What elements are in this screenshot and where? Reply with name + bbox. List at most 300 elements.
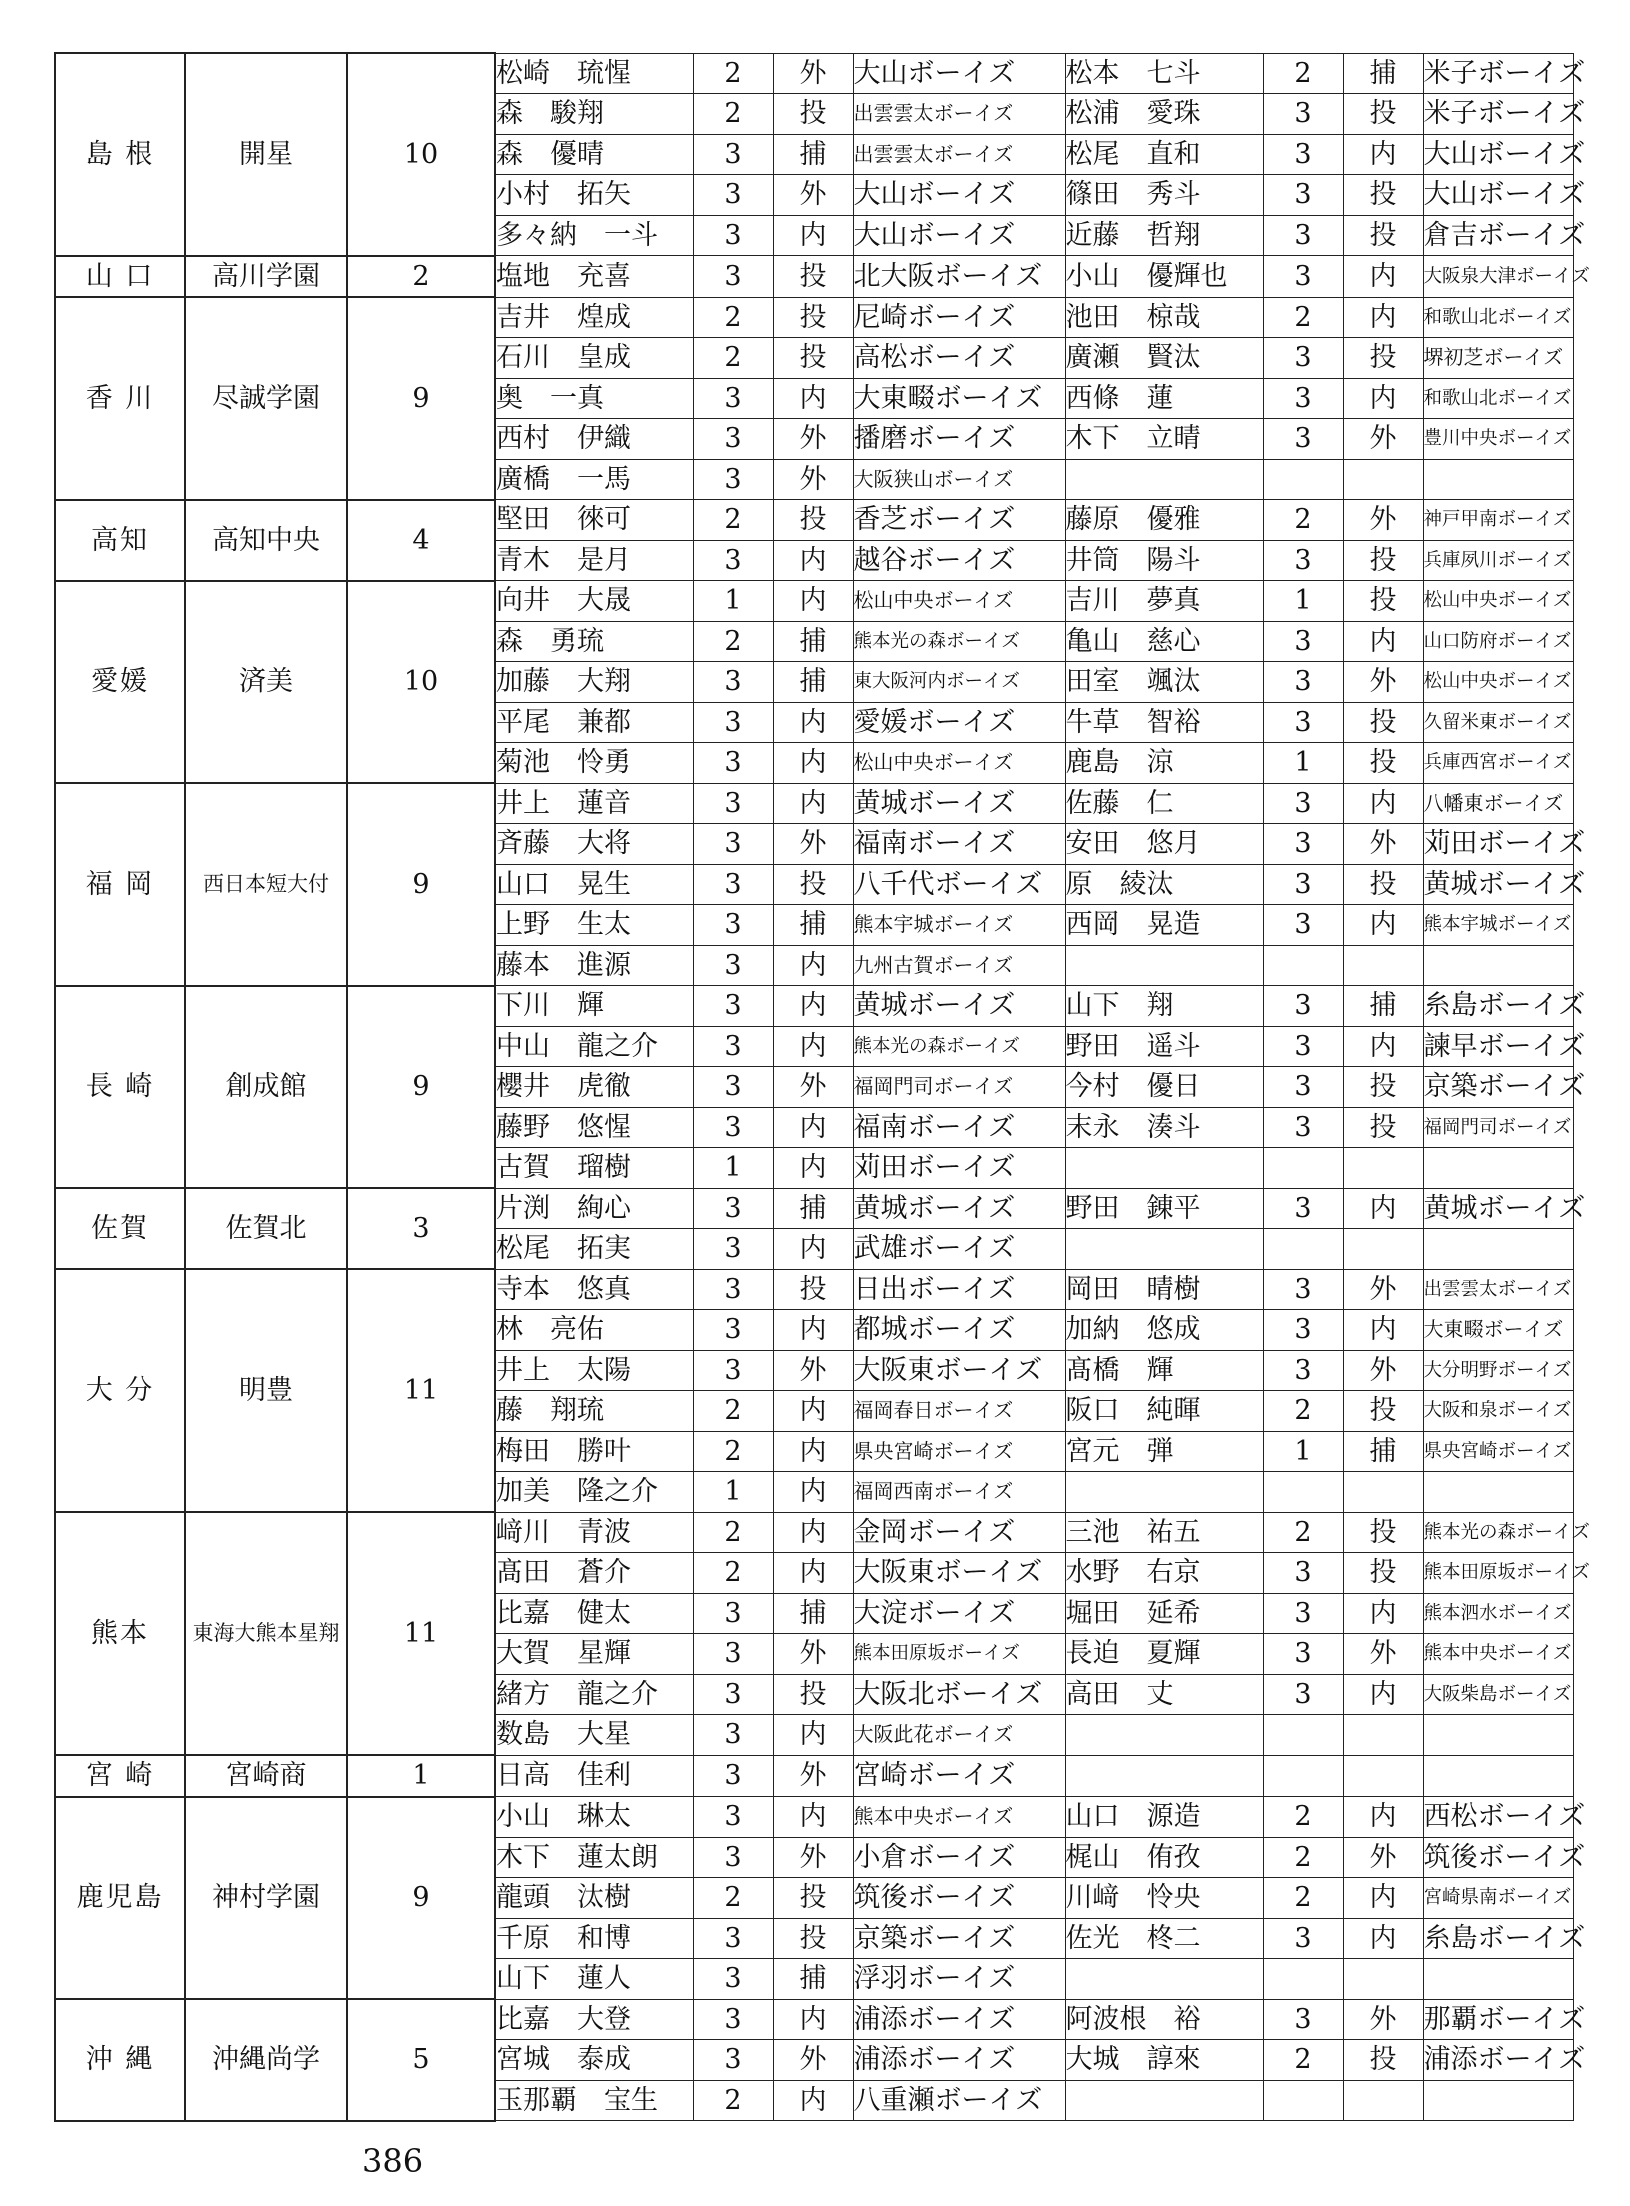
player-name-cell: 小村 拓矢: [495, 175, 693, 216]
player-position-cell: 内: [773, 1999, 853, 2040]
player-position-cell: 内: [1343, 621, 1423, 662]
player-position-cell: 内: [773, 1431, 853, 1472]
player-position-cell: 投: [1343, 2040, 1423, 2081]
school-cell: 東海大熊本星翔: [185, 1512, 347, 1755]
player-count-cell: 9: [347, 986, 495, 1189]
former-team-cell: 東大阪河内ボーイズ: [853, 662, 1065, 703]
player-grade-cell: 3: [693, 1107, 773, 1148]
player-name-cell: 髙田 蒼介: [495, 1553, 693, 1594]
player-name-cell: 山下 翔: [1065, 986, 1263, 1027]
player-grade-cell: 1: [693, 581, 773, 622]
player-grade-cell: 3: [1263, 175, 1343, 216]
former-team-cell: 那覇ボーイズ: [1423, 1999, 1573, 2040]
table-row: [55, 783, 1573, 824]
former-team-cell: 都城ボーイズ: [853, 1310, 1065, 1351]
player-position-cell: 投: [1343, 581, 1423, 622]
player-position-cell: 投: [773, 297, 853, 338]
player-grade-cell: 3: [1263, 1310, 1343, 1351]
player-name-cell: 髙橋 輝: [1065, 1350, 1263, 1391]
player-position-cell: 外: [773, 459, 853, 500]
table-row: [55, 1512, 1573, 1553]
player-position-cell: 内: [773, 1229, 853, 1270]
player-count-cell: 1: [347, 1755, 495, 1797]
player-position-cell: 投: [773, 1878, 853, 1919]
former-team-cell: 和歌山北ボーイズ: [1423, 378, 1573, 419]
player-name-cell: 廣橋 一馬: [495, 459, 693, 500]
player-position-cell: 投: [773, 94, 853, 135]
player-grade-cell: 3: [693, 540, 773, 581]
former-team-cell: 大山ボーイズ: [853, 175, 1065, 216]
former-team-cell: 黄城ボーイズ: [853, 1188, 1065, 1229]
player-name-cell: 加藤 大翔: [495, 662, 693, 703]
former-team-cell: 松山中央ボーイズ: [1423, 662, 1573, 703]
player-position-cell: 外: [1343, 824, 1423, 865]
player-grade-cell: 3: [693, 1067, 773, 1108]
player-position-cell: 外: [773, 53, 853, 94]
former-team-cell: 和歌山北ボーイズ: [1423, 297, 1573, 338]
player-position-cell: 投: [773, 256, 853, 298]
player-position-cell: 内: [1343, 297, 1423, 338]
player-grade-cell: 2: [1263, 1878, 1343, 1919]
player-grade-cell: 2: [693, 53, 773, 94]
player-grade-cell: 2: [693, 94, 773, 135]
former-team-cell: 熊本光の森ボーイズ: [853, 621, 1065, 662]
player-name-cell: 松崎 琉惺: [495, 53, 693, 94]
player-grade-cell: 2: [693, 297, 773, 338]
former-team-cell: 福南ボーイズ: [853, 1107, 1065, 1148]
player-grade-cell: 3: [693, 1959, 773, 2000]
former-team-cell: [1423, 459, 1573, 500]
player-position-cell: 投: [773, 1674, 853, 1715]
prefecture-cell: 福 岡: [55, 783, 185, 986]
player-name-cell: 岡田 晴樹: [1065, 1269, 1263, 1310]
player-position-cell: 内: [1343, 1674, 1423, 1715]
player-position-cell: 投: [1343, 94, 1423, 135]
former-team-cell: 八重瀬ボーイズ: [853, 2080, 1065, 2121]
player-position-cell: 外: [773, 1634, 853, 1675]
player-grade-cell: 3: [1263, 1999, 1343, 2040]
prefecture-cell: 熊本: [55, 1512, 185, 1755]
player-position-cell: 捕: [773, 621, 853, 662]
former-team-cell: 武雄ボーイズ: [853, 1229, 1065, 1270]
former-team-cell: 京築ボーイズ: [853, 1918, 1065, 1959]
former-team-cell: [1423, 1148, 1573, 1189]
player-grade-cell: 2: [1263, 297, 1343, 338]
player-grade-cell: 3: [1263, 540, 1343, 581]
player-grade-cell: 3: [693, 1837, 773, 1878]
former-team-cell: 大阪北ボーイズ: [853, 1674, 1065, 1715]
player-grade-cell: 2: [1263, 500, 1343, 541]
player-grade-cell: [1263, 459, 1343, 500]
player-grade-cell: 3: [1263, 662, 1343, 703]
player-position-cell: 投: [773, 338, 853, 379]
player-name-cell: 﨑川 青波: [495, 1512, 693, 1553]
former-team-cell: 宮崎県南ボーイズ: [1423, 1878, 1573, 1919]
player-grade-cell: 3: [1263, 1634, 1343, 1675]
player-grade-cell: 2: [693, 2080, 773, 2121]
player-count-cell: 4: [347, 500, 495, 581]
former-team-cell: 大山ボーイズ: [1423, 175, 1573, 216]
former-team-cell: 大淀ボーイズ: [853, 1593, 1065, 1634]
player-name-cell: 緒方 龍之介: [495, 1674, 693, 1715]
player-name-cell: 櫻井 虎徹: [495, 1067, 693, 1108]
former-team-cell: [1423, 945, 1573, 986]
player-position-cell: 捕: [1343, 1431, 1423, 1472]
player-position-cell: 内: [773, 1797, 853, 1838]
player-name-cell: 原 綾汰: [1065, 864, 1263, 905]
prefecture-cell: 沖 縄: [55, 1999, 185, 2121]
former-team-cell: 諫早ボーイズ: [1423, 1026, 1573, 1067]
player-grade-cell: 3: [693, 945, 773, 986]
player-name-cell: 末永 湊斗: [1065, 1107, 1263, 1148]
player-name-cell: 野田 錬平: [1065, 1188, 1263, 1229]
prefecture-cell: 宮 崎: [55, 1755, 185, 1797]
player-grade-cell: 3: [693, 1797, 773, 1838]
player-grade-cell: 3: [693, 1674, 773, 1715]
player-grade-cell: 3: [1263, 783, 1343, 824]
former-team-cell: 黄城ボーイズ: [1423, 864, 1573, 905]
roster-table: [54, 52, 1590, 2122]
player-grade-cell: 3: [693, 1715, 773, 1756]
former-team-cell: [1423, 1959, 1573, 2000]
former-team-cell: 筑後ボーイズ: [853, 1878, 1065, 1919]
player-grade-cell: 3: [1263, 338, 1343, 379]
player-name-cell: [1065, 1959, 1263, 2000]
page-number: 386: [362, 2142, 424, 2180]
player-position-cell: 外: [773, 1350, 853, 1391]
player-grade-cell: 3: [1263, 905, 1343, 946]
former-team-cell: 熊本光の森ボーイズ: [853, 1026, 1065, 1067]
former-team-cell: 西松ボーイズ: [1423, 1797, 1573, 1838]
table-row: [55, 1269, 1573, 1310]
player-grade-cell: 3: [1263, 215, 1343, 256]
player-grade-cell: 3: [1263, 378, 1343, 419]
former-team-cell: 八千代ボーイズ: [853, 864, 1065, 905]
former-team-cell: 北大阪ボーイズ: [853, 256, 1065, 298]
player-grade-cell: 3: [1263, 986, 1343, 1027]
former-team-cell: [1423, 1715, 1573, 1756]
school-cell: 佐賀北: [185, 1188, 347, 1269]
player-position-cell: 投: [1343, 215, 1423, 256]
player-name-cell: 鹿島 涼: [1065, 743, 1263, 784]
school-cell: 済美: [185, 581, 347, 784]
player-name-cell: 奥 一真: [495, 378, 693, 419]
player-grade-cell: [1263, 945, 1343, 986]
former-team-cell: [1423, 1755, 1573, 1797]
player-grade-cell: [1263, 1148, 1343, 1189]
player-name-cell: 木下 立晴: [1065, 419, 1263, 460]
player-name-cell: 長迫 夏輝: [1065, 1634, 1263, 1675]
table-row: [55, 500, 1573, 541]
player-count-cell: 9: [347, 297, 495, 500]
player-position-cell: 内: [773, 215, 853, 256]
player-grade-cell: 2: [693, 1431, 773, 1472]
former-team-cell: 松山中央ボーイズ: [1423, 581, 1573, 622]
player-grade-cell: [1263, 1715, 1343, 1756]
former-team-cell: 熊本宇城ボーイズ: [1423, 905, 1573, 946]
player-position-cell: 内: [1343, 1878, 1423, 1919]
former-team-cell: 黄城ボーイズ: [1423, 1188, 1573, 1229]
former-team-cell: 大山ボーイズ: [1423, 134, 1573, 175]
player-name-cell: 向井 大晟: [495, 581, 693, 622]
player-grade-cell: 3: [693, 1634, 773, 1675]
player-grade-cell: 3: [1263, 1107, 1343, 1148]
former-team-cell: 倉吉ボーイズ: [1423, 215, 1573, 256]
former-team-cell: 糸島ボーイズ: [1423, 1918, 1573, 1959]
prefecture-cell: 島 根: [55, 53, 185, 256]
player-name-cell: [1065, 1148, 1263, 1189]
player-grade-cell: 3: [1263, 702, 1343, 743]
player-position-cell: 捕: [773, 134, 853, 175]
player-name-cell: 近藤 哲翔: [1065, 215, 1263, 256]
former-team-cell: 熊本田原坂ボーイズ: [853, 1634, 1065, 1675]
player-name-cell: 梅田 勝叶: [495, 1431, 693, 1472]
former-team-cell: 大阪和泉ボーイズ: [1423, 1391, 1573, 1432]
player-position-cell: 内: [1343, 134, 1423, 175]
player-position-cell: 投: [1343, 540, 1423, 581]
player-position-cell: 内: [1343, 378, 1423, 419]
player-position-cell: [1343, 2080, 1423, 2121]
former-team-cell: 大阪狭山ボーイズ: [853, 459, 1065, 500]
prefecture-cell: 長 崎: [55, 986, 185, 1189]
player-name-cell: 西條 蓮: [1065, 378, 1263, 419]
table-row: [55, 256, 1573, 298]
player-name-cell: 山下 蓮人: [495, 1959, 693, 2000]
player-position-cell: 内: [1343, 1026, 1423, 1067]
player-grade-cell: 3: [693, 743, 773, 784]
school-cell: 開星: [185, 53, 347, 256]
player-position-cell: 内: [773, 581, 853, 622]
player-name-cell: 篠田 秀斗: [1065, 175, 1263, 216]
player-name-cell: 古賀 瑠樹: [495, 1148, 693, 1189]
former-team-cell: 宮崎ボーイズ: [853, 1755, 1065, 1797]
player-position-cell: [1343, 1715, 1423, 1756]
player-grade-cell: 3: [693, 864, 773, 905]
player-position-cell: 内: [773, 1107, 853, 1148]
player-grade-cell: 3: [1263, 419, 1343, 460]
player-grade-cell: 3: [1263, 1269, 1343, 1310]
former-team-cell: 愛媛ボーイズ: [853, 702, 1065, 743]
player-name-cell: 佐光 柊二: [1065, 1918, 1263, 1959]
player-position-cell: 外: [773, 419, 853, 460]
table-row: [55, 53, 1573, 94]
player-position-cell: 外: [1343, 1999, 1423, 2040]
table-row: [55, 1797, 1573, 1838]
player-name-cell: 阿波根 裕: [1065, 1999, 1263, 2040]
player-position-cell: 捕: [773, 1959, 853, 2000]
player-name-cell: 廣瀬 賢汰: [1065, 338, 1263, 379]
former-team-cell: 堺初芝ボーイズ: [1423, 338, 1573, 379]
former-team-cell: 出雲雲太ボーイズ: [853, 94, 1065, 135]
player-name-cell: 寺本 悠真: [495, 1269, 693, 1310]
player-name-cell: 比嘉 大登: [495, 1999, 693, 2040]
player-grade-cell: 3: [693, 2040, 773, 2081]
player-grade-cell: 3: [693, 1188, 773, 1229]
player-name-cell: 木下 蓮太朗: [495, 1837, 693, 1878]
player-position-cell: 投: [773, 1918, 853, 1959]
player-grade-cell: 2: [693, 1512, 773, 1553]
former-team-cell: 熊本中央ボーイズ: [853, 1797, 1065, 1838]
former-team-cell: 県央宮崎ボーイズ: [1423, 1431, 1573, 1472]
table-row: [55, 297, 1573, 338]
player-name-cell: [1065, 1472, 1263, 1513]
player-position-cell: 内: [773, 1026, 853, 1067]
player-name-cell: 藤原 優雅: [1065, 500, 1263, 541]
player-name-cell: 片渕 絢心: [495, 1188, 693, 1229]
player-grade-cell: 2: [693, 1553, 773, 1594]
player-grade-cell: 3: [693, 1593, 773, 1634]
player-position-cell: 投: [1343, 338, 1423, 379]
player-name-cell: 藤 翔琉: [495, 1391, 693, 1432]
player-name-cell: 大城 諄來: [1065, 2040, 1263, 2081]
former-team-cell: 福岡春日ボーイズ: [853, 1391, 1065, 1432]
former-team-cell: 大山ボーイズ: [853, 53, 1065, 94]
player-grade-cell: 1: [693, 1148, 773, 1189]
player-name-cell: 井上 太陽: [495, 1350, 693, 1391]
player-position-cell: 捕: [773, 1188, 853, 1229]
player-grade-cell: 3: [693, 1755, 773, 1797]
former-team-cell: 神戸甲南ボーイズ: [1423, 500, 1573, 541]
former-team-cell: 香芝ボーイズ: [853, 500, 1065, 541]
prefecture-cell: 香 川: [55, 297, 185, 500]
prefecture-cell: 愛媛: [55, 581, 185, 784]
player-grade-cell: [1263, 2080, 1343, 2121]
former-team-cell: 大分明野ボーイズ: [1423, 1350, 1573, 1391]
player-position-cell: 内: [773, 1148, 853, 1189]
player-position-cell: 外: [1343, 1837, 1423, 1878]
player-grade-cell: 3: [1263, 1026, 1343, 1067]
player-grade-cell: 2: [1263, 2040, 1343, 2081]
former-team-cell: 山口防府ボーイズ: [1423, 621, 1573, 662]
player-name-cell: 吉井 煌成: [495, 297, 693, 338]
player-position-cell: 投: [1343, 1391, 1423, 1432]
player-grade-cell: 3: [1263, 1553, 1343, 1594]
player-position-cell: 内: [773, 702, 853, 743]
school-cell: 沖縄尚学: [185, 1999, 347, 2121]
player-name-cell: 安田 悠月: [1065, 824, 1263, 865]
player-position-cell: 内: [1343, 256, 1423, 298]
player-grade-cell: 3: [693, 783, 773, 824]
player-grade-cell: 2: [693, 1878, 773, 1919]
player-position-cell: [1343, 1148, 1423, 1189]
player-position-cell: 内: [1343, 1797, 1423, 1838]
player-position-cell: 内: [773, 540, 853, 581]
player-name-cell: 比嘉 健太: [495, 1593, 693, 1634]
player-name-cell: 阪口 純暉: [1065, 1391, 1263, 1432]
player-grade-cell: 3: [693, 1229, 773, 1270]
player-grade-cell: 3: [1263, 1350, 1343, 1391]
prefecture-cell: 大 分: [55, 1269, 185, 1512]
former-team-cell: 熊本光の森ボーイズ: [1423, 1512, 1573, 1553]
player-count-cell: 10: [347, 53, 495, 256]
former-team-cell: 福南ボーイズ: [853, 824, 1065, 865]
player-position-cell: 投: [773, 864, 853, 905]
school-cell: 西日本短大付: [185, 783, 347, 986]
player-position-cell: 投: [1343, 702, 1423, 743]
player-grade-cell: 3: [1263, 256, 1343, 298]
player-position-cell: 投: [773, 500, 853, 541]
player-position-cell: 外: [1343, 1634, 1423, 1675]
table-row: [55, 1999, 1573, 2040]
player-name-cell: 千原 和博: [495, 1918, 693, 1959]
former-team-cell: 越谷ボーイズ: [853, 540, 1065, 581]
player-position-cell: 外: [1343, 419, 1423, 460]
former-team-cell: 熊本中央ボーイズ: [1423, 1634, 1573, 1675]
player-name-cell: 菊池 怜勇: [495, 743, 693, 784]
player-position-cell: 投: [1343, 1553, 1423, 1594]
player-position-cell: 投: [1343, 175, 1423, 216]
former-team-cell: 県央宮崎ボーイズ: [853, 1431, 1065, 1472]
former-team-cell: 米子ボーイズ: [1423, 53, 1573, 94]
player-grade-cell: 3: [693, 175, 773, 216]
player-grade-cell: 3: [693, 1350, 773, 1391]
player-position-cell: 投: [1343, 1067, 1423, 1108]
player-grade-cell: 1: [1263, 1431, 1343, 1472]
player-position-cell: 投: [1343, 1107, 1423, 1148]
player-grade-cell: 2: [693, 338, 773, 379]
player-name-cell: 今村 優日: [1065, 1067, 1263, 1108]
player-position-cell: 内: [1343, 905, 1423, 946]
player-name-cell: 松尾 拓実: [495, 1229, 693, 1270]
player-grade-cell: 3: [1263, 1188, 1343, 1229]
player-name-cell: 石川 皇成: [495, 338, 693, 379]
player-name-cell: 平尾 兼都: [495, 702, 693, 743]
table-row: [55, 581, 1573, 622]
former-team-cell: 糸島ボーイズ: [1423, 986, 1573, 1027]
player-grade-cell: 2: [693, 500, 773, 541]
player-position-cell: [1343, 945, 1423, 986]
former-team-cell: 熊本宇城ボーイズ: [853, 905, 1065, 946]
player-grade-cell: 3: [1263, 94, 1343, 135]
former-team-cell: 出雲雲太ボーイズ: [853, 134, 1065, 175]
player-name-cell: 多々納 一斗: [495, 215, 693, 256]
former-team-cell: 苅田ボーイズ: [1423, 824, 1573, 865]
player-grade-cell: [1263, 1472, 1343, 1513]
table-row: [55, 1755, 1573, 1797]
player-position-cell: 投: [1343, 743, 1423, 784]
player-position-cell: 外: [1343, 662, 1423, 703]
table-row: [55, 1188, 1573, 1229]
former-team-cell: 米子ボーイズ: [1423, 94, 1573, 135]
school-cell: 尽誠学園: [185, 297, 347, 500]
player-grade-cell: 3: [693, 215, 773, 256]
former-team-cell: [1423, 1472, 1573, 1513]
player-position-cell: 内: [773, 1391, 853, 1432]
player-grade-cell: 3: [1263, 864, 1343, 905]
player-name-cell: 森 勇琉: [495, 621, 693, 662]
player-grade-cell: 3: [1263, 1918, 1343, 1959]
player-count-cell: 5: [347, 1999, 495, 2121]
former-team-cell: 尼崎ボーイズ: [853, 297, 1065, 338]
former-team-cell: 熊本泗水ボーイズ: [1423, 1593, 1573, 1634]
player-grade-cell: 3: [1263, 1674, 1343, 1715]
player-name-cell: 藤野 悠惺: [495, 1107, 693, 1148]
player-position-cell: 内: [773, 945, 853, 986]
player-position-cell: 外: [1343, 500, 1423, 541]
player-grade-cell: [1263, 1755, 1343, 1797]
player-name-cell: 松尾 直和: [1065, 134, 1263, 175]
player-grade-cell: 2: [693, 621, 773, 662]
player-grade-cell: 3: [693, 1918, 773, 1959]
former-team-cell: 金岡ボーイズ: [853, 1512, 1065, 1553]
former-team-cell: 大阪東ボーイズ: [853, 1553, 1065, 1594]
player-grade-cell: 3: [693, 256, 773, 298]
player-name-cell: 日高 佳利: [495, 1755, 693, 1797]
player-position-cell: 内: [773, 783, 853, 824]
player-grade-cell: 3: [1263, 1067, 1343, 1108]
player-name-cell: 加美 隆之介: [495, 1472, 693, 1513]
former-team-cell: 筑後ボーイズ: [1423, 1837, 1573, 1878]
